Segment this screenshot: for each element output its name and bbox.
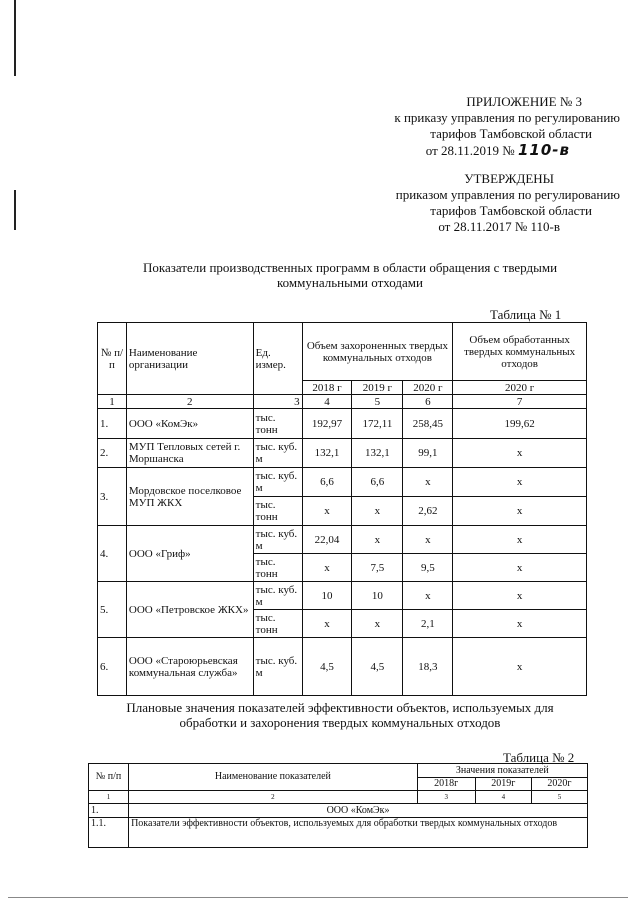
table1-colnum: 1 <box>98 395 127 409</box>
appendix-line-1: к приказу управления по регулированию <box>394 110 620 125</box>
row-2018: 132,1 <box>302 439 352 468</box>
appendix-block <box>310 94 620 159</box>
row-2019: 7,5 <box>352 554 403 582</box>
row-num: 6. <box>98 638 127 696</box>
row-org: ООО «Петровское ЖКХ» <box>126 582 253 638</box>
table1 <box>97 322 587 696</box>
row-num: 4. <box>98 526 127 582</box>
row-2019: 172,11 <box>352 409 403 439</box>
section2-title-line-2: обработки и захоронения твердых коммунальных отходов <box>179 715 501 730</box>
table1-year: 2020 г <box>403 381 453 395</box>
table2-year: 2020г <box>531 778 587 791</box>
table2-header-values: Значения показателей <box>417 764 587 778</box>
table2-colnum: 2 <box>129 791 418 804</box>
row-unit: тыс. тонн <box>253 610 302 638</box>
table1-colnum: 3 <box>253 395 302 409</box>
table2-year: 2018г <box>417 778 475 791</box>
row-2020: 258,45 <box>403 409 453 439</box>
row-unit: тыс. тонн <box>253 554 302 582</box>
document-title-line-2: коммунальными отходами <box>277 275 423 290</box>
table1-colnum: 6 <box>403 395 453 409</box>
row-2019: 6,6 <box>352 468 403 497</box>
table2-colnum: 5 <box>531 791 587 804</box>
row-num: 2. <box>98 439 127 468</box>
table1-colnum: 7 <box>453 395 587 409</box>
table1-caption: Таблица № 1 <box>490 307 562 322</box>
row-2019: 4,5 <box>352 638 403 696</box>
appendix-line-2: тарифов Тамбовской области <box>430 126 592 141</box>
row-2020: 18,3 <box>403 638 453 696</box>
table2-year: 2019г <box>475 778 531 791</box>
row-2018: 10 <box>302 582 352 610</box>
table1-header-num: № п/п <box>98 323 127 395</box>
section2-title-line-1: Плановые значения показателей эффективности объектов, используемых для <box>126 700 554 715</box>
approved-line-2: тарифов Тамбовской области <box>430 203 592 218</box>
row-processed: x <box>453 526 587 554</box>
table1-year: 2019 г <box>352 381 403 395</box>
row-processed: x <box>453 554 587 582</box>
approved-block <box>310 171 620 235</box>
row-org: ООО «Гриф» <box>126 526 253 582</box>
table1-colnum: 5 <box>352 395 403 409</box>
row-processed: x <box>453 468 587 497</box>
row-unit: тыс. тонн <box>253 497 302 526</box>
table1-row <box>98 439 587 468</box>
row-2020: 9,5 <box>403 554 453 582</box>
row-unit: тыс. куб. м <box>253 468 302 497</box>
section2-title <box>70 700 610 730</box>
row-2018: 192,97 <box>302 409 352 439</box>
appendix-date-prefix: от 28.11.2019 № <box>425 143 515 158</box>
row-2019: x <box>352 526 403 554</box>
row-2020: x <box>403 582 453 610</box>
row-2020: x <box>403 468 453 497</box>
row-2018: x <box>302 610 352 638</box>
table2-colnum: 4 <box>475 791 531 804</box>
table2-org-name: ООО «КомЭк» <box>129 804 588 818</box>
table1-row <box>98 582 587 610</box>
row-2018: 6,6 <box>302 468 352 497</box>
row-2018: x <box>302 554 352 582</box>
row-unit: тыс. куб. м <box>253 526 302 554</box>
table1-colnum: 4 <box>302 395 352 409</box>
scan-edge-mark <box>14 190 16 230</box>
row-2019: 10 <box>352 582 403 610</box>
appendix-title: ПРИЛОЖЕНИЕ № 3 <box>466 94 582 109</box>
table1-year: 2020 г <box>453 381 587 395</box>
row-2020: 2,62 <box>403 497 453 526</box>
document-title <box>100 260 600 290</box>
table2-caption: Таблица № 2 <box>503 750 575 765</box>
row-org: МУП Тепловых сетей г. Моршанска <box>126 439 253 468</box>
scan-edge-mark <box>14 0 16 76</box>
table2-org-num: 1. <box>89 804 129 818</box>
table1-row <box>98 638 587 696</box>
row-org: ООО «КомЭк» <box>126 409 253 439</box>
table1-row <box>98 468 587 497</box>
row-2018: 22,04 <box>302 526 352 554</box>
table2-header-name: Наименование показателей <box>129 764 418 791</box>
row-num: 1. <box>98 409 127 439</box>
table1-header-name: Наименование организации <box>126 323 253 395</box>
row-2018: x <box>302 497 352 526</box>
row-org: ООО «Староюрьевская коммунальная служба» <box>126 638 253 696</box>
row-2018: 4,5 <box>302 638 352 696</box>
approved-line-3: от 28.11.2017 № 110-в <box>438 219 560 234</box>
document-title-line-1: Показатели производственных программ в области обращения с твердыми <box>142 260 558 275</box>
row-processed: x <box>453 439 587 468</box>
row-processed: x <box>453 582 587 610</box>
approved-line-1: приказом управления по регулированию <box>395 187 620 202</box>
row-unit: тыс. куб. м <box>253 638 302 696</box>
row-org: Мордовское поселковое МУП ЖКХ <box>126 468 253 526</box>
row-processed: x <box>453 610 587 638</box>
row-processed: x <box>453 497 587 526</box>
table1-header-unit: Ед. измер. <box>253 323 302 395</box>
row-unit: тыс. тонн <box>253 409 302 439</box>
approved-title: УТВЕРЖДЕНЫ <box>464 171 554 186</box>
row-num: 5. <box>98 582 127 638</box>
table2-row-name: Показатели эффективности объектов, используемых для обработки твердых коммунальных отходов <box>129 818 588 848</box>
row-2019: x <box>352 497 403 526</box>
table2-row-num: 1.1. <box>89 818 129 848</box>
appendix-date <box>310 142 620 159</box>
table2-row <box>89 818 588 848</box>
row-processed: x <box>453 638 587 696</box>
row-2019: 132,1 <box>352 439 403 468</box>
row-unit: тыс. куб. м <box>253 439 302 468</box>
row-2020: x <box>403 526 453 554</box>
handwritten-number: 110-в <box>517 141 570 159</box>
table2-colnum: 1 <box>89 791 129 804</box>
row-2020: 99,1 <box>403 439 453 468</box>
row-num: 3. <box>98 468 127 526</box>
table2-colnum: 3 <box>417 791 475 804</box>
table1-row <box>98 526 587 554</box>
row-unit: тыс. куб. м <box>253 582 302 610</box>
table1-row <box>98 409 587 439</box>
table1-colnum: 2 <box>126 395 253 409</box>
table2-header-num: № п/п <box>89 764 129 791</box>
scan-bottom-line <box>8 897 628 898</box>
row-2020: 2,1 <box>403 610 453 638</box>
table1-header-buried: Объем захороненных твердых коммунальных отходов <box>302 323 453 381</box>
table2 <box>88 763 588 848</box>
table1-year: 2018 г <box>302 381 352 395</box>
row-processed: 199,62 <box>453 409 587 439</box>
table1-header-processed: Объем обработанных твердых коммунальных отходов <box>453 323 587 381</box>
row-2019: x <box>352 610 403 638</box>
table2-org-row <box>89 804 588 818</box>
